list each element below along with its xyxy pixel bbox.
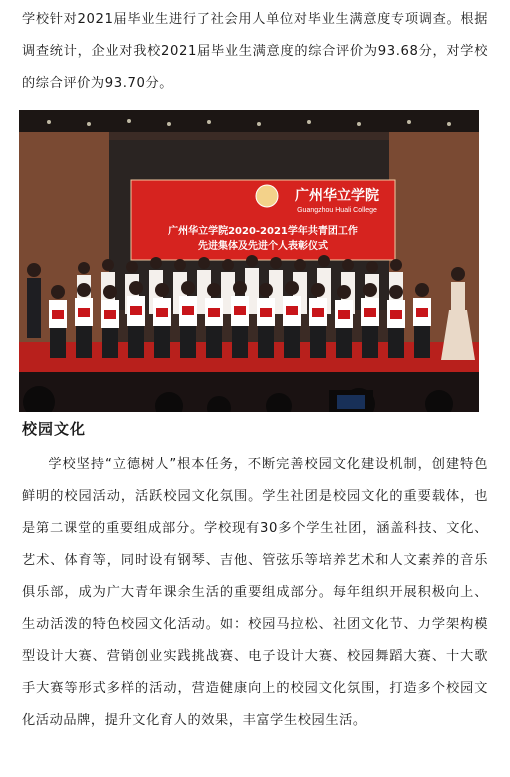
banner-school-name: 广州华立学院: [295, 188, 379, 204]
intro-paragraph: 学校针对2021届毕业生进行了社会用人单位对毕业生满意度专项调查。根据调查统计，企业对我校2021届毕业生满意度的综合评价为93.68分，对学校的综合评价为93.70分。: [22, 12, 488, 91]
award-ceremony-photo: [19, 110, 479, 412]
students-front-row: [49, 281, 431, 358]
banner-line-1: 广州华立学院2020-2021学年共青团工作: [168, 226, 358, 237]
banner-school-name-en: Guangzhou Huali College: [297, 207, 377, 214]
campus-culture-paragraph: 学校坚持“立德树人”根本任务，不断完善校园文化建设机制，创建特色鲜明的校园活动，活跃校园文化氛围。学生社团是校园文化的重要载体，也是第二课堂的重要组成部分。学校现有30多个学生社团，涵盖科技、文化、艺术、体育等，同时设有钢琴、吉他、管弦乐等培养艺术和人文素养的音乐俱乐部，成为广大青年课余生活的重要组成部分。每年组织开展积极向上、生动活泼的特色校园文化活动。如：校园马拉松、社团文化节、力学架构模型设计大赛、营销创业实践挑战赛、电子设计大赛、校园舞蹈大赛、十大歌手大赛等形式多样的活动，营造健康向上的校园文化氛围，打造多个校园文化活动品牌，提升文化育人的效果，丰富学生校园生活。: [22, 457, 488, 728]
banner-line-2: 先进集体及先进个人表彰仪式: [198, 241, 328, 252]
section-title: 校园文化: [22, 420, 87, 438]
